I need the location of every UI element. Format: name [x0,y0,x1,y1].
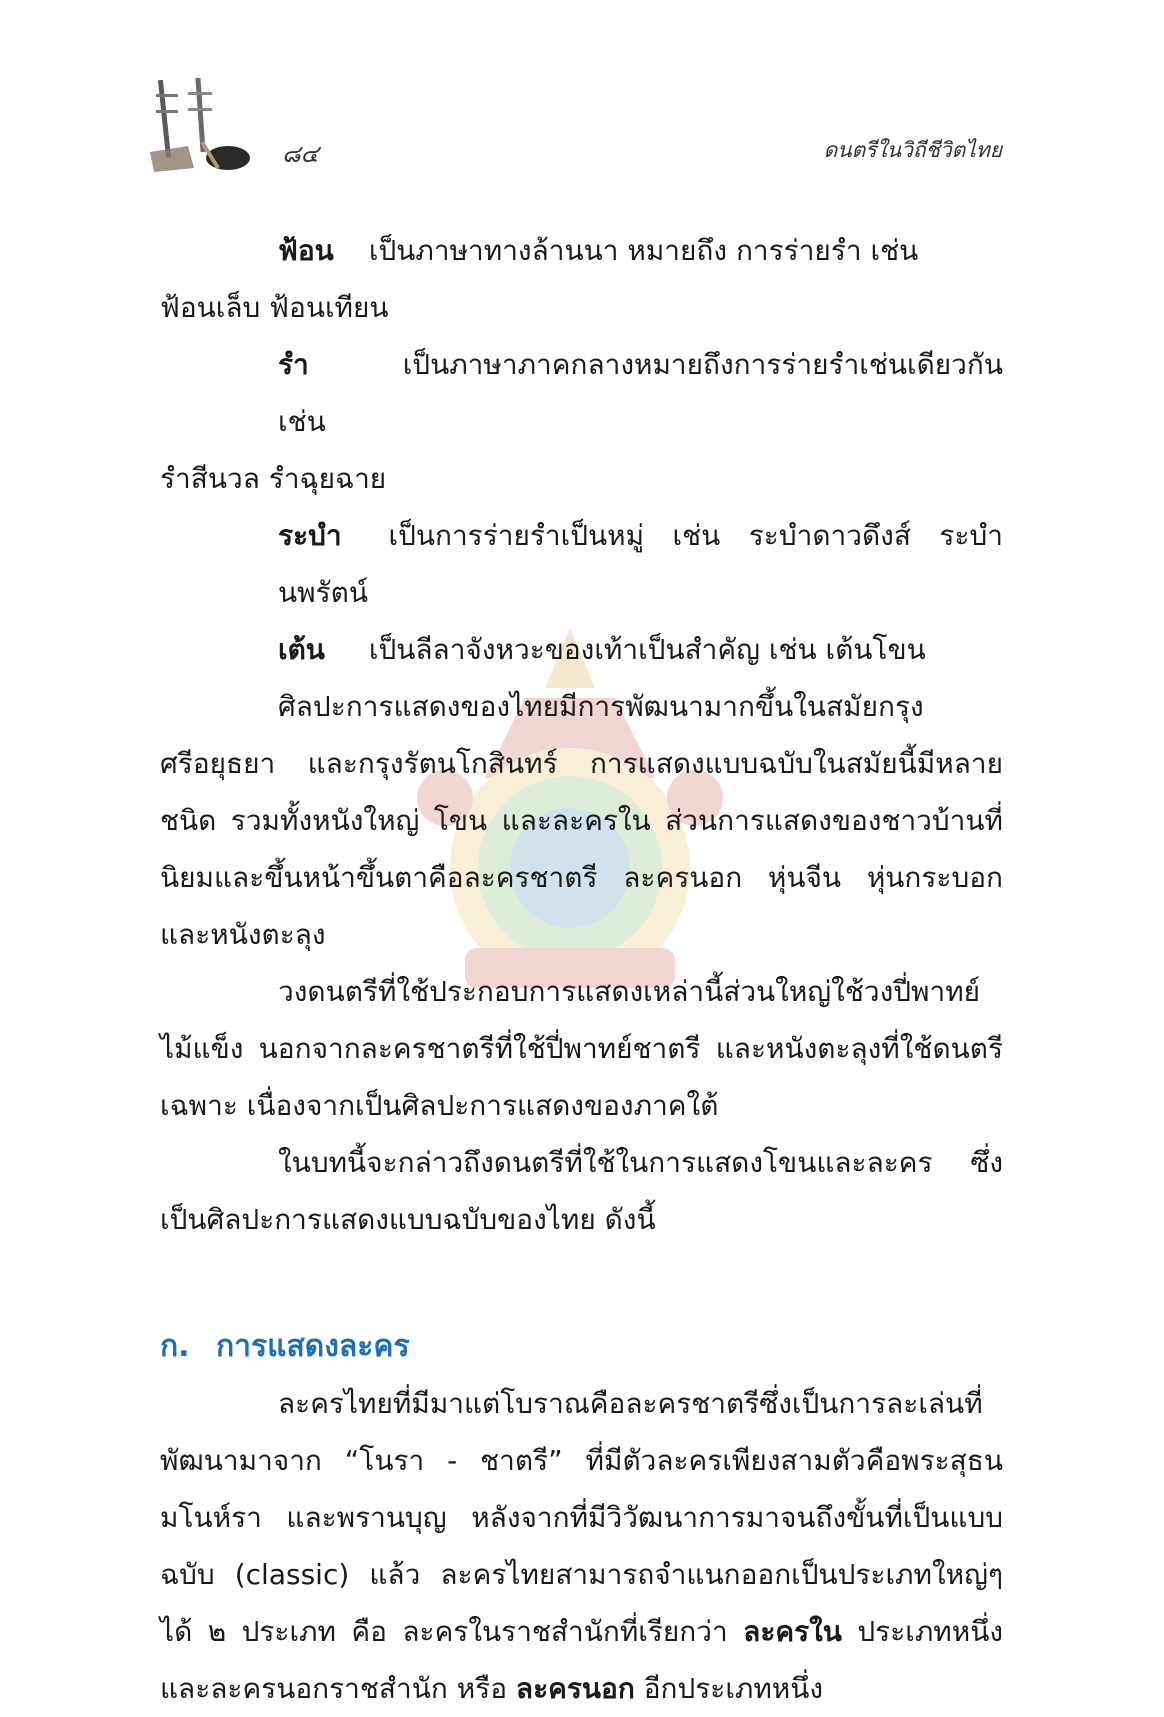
definition-term: ระบำ [278,519,342,552]
paragraph: วงดนตรีที่ใช้ประกอบการแสดงเหล่านี้ส่วนใหญ่ใช้วงปี่พาทย์ไม้แข็ง นอกจากละครชาตรีที่ใช้ปี่พาทย์ชาตรี และหนังตะลุงที่ใช้ดนตรีเฉพาะ เนื่องจากเป็นศิลปะการแสดงของภาคใต้ [160,975,1003,1122]
section-title: การแสดงละคร [216,1329,410,1364]
definition-ram [160,336,1003,450]
definition-term: ฟ้อน [278,234,334,267]
paragraph: ในบทนี้จะกล่าวถึงดนตรีที่ใช้ในการแสดงโขนและละคร ซึ่งเป็นศิลปะการแสดงแบบฉบับของไทย ดังนี้ [160,1146,1003,1236]
page-number: ๘๔ [282,140,319,168]
thai-fiddle-icon [148,72,258,176]
definition-fon [160,222,1003,279]
definition-ten [160,621,1003,678]
page-body [160,222,1003,1717]
paragraph-text: ประเภทหนึ่ง และละครนอกราชสำนัก หรือ [160,1615,1004,1705]
definition-text: เป็นภาษาภาคกลางหมายถึงการร่ายรำเช่นเดียวกัน เช่น [278,348,1003,438]
definition-text: เป็นภาษาทางล้านนา หมายถึง การร่ายรำ เช่น [368,234,919,267]
paragraph-text: ละครไทยที่มีมาแต่โบราณคือละครชาตรีซึ่งเป็นการละเล่นที่พัฒนามาจาก “โนรา - ชาตรี” ที่มีตัวละครเพียงสามตัวคือพระสุธน มโนห์รา และพรานบุญ หลังจากที่มีวิวัฒนาการมาจนถึงขั้นที่เป็นแบบฉบับ (classic) แล้ว ละครไทยสามารถจำแนกออกเป็นประเภทใหญ่ๆ ได้ ๒ ประเภท คือ ละครในราชสำนักที่เรียกว่า [160,1387,1003,1648]
section-number: ก. [160,1329,190,1364]
bold-term: ละครใน [743,1615,842,1648]
section-heading [160,1318,1003,1375]
paragraph-text: อีกประเภทหนึ่ง [634,1672,824,1705]
paragraph: ศิลปะการแสดงของไทยมีการพัฒนามากขึ้นในสมัยกรุงศรีอยุธยา และกรุงรัตนโกสินทร์ การแสดงแบบฉบับในสมัยนี้มีหลายชนิด รวมทั้งหนังใหญ่ โขน และละครใน ส่วนการแสดงของชาวบ้านที่นิยมและขึ้นหน้าขึ้นตาคือละครชาตรี ละครนอก หุ่นจีน หุ่นกระบอก และหนังตะลุง [160,690,1003,951]
definition-text: เป็นลีลาจังหวะของเท้าเป็นสำคัญ เช่น เต้นโขน [368,633,926,666]
bold-term: ละครนอก [515,1672,635,1705]
definition-rabam [160,507,1003,621]
definition-continuation: รำสีนวล รำฉุยฉาย [160,462,387,495]
section-paragraph [160,1375,1003,1717]
running-title: ดนตรีในวิถีชีวิตไทย [823,138,1002,162]
definition-term: เต้น [278,633,325,666]
definition-text: เป็นการร่ายรำเป็นหมู่ เช่น ระบำดาวดึงส์ ระบำนพรัตน์ [278,519,1003,609]
definition-term: รำ [278,348,309,381]
definition-continuation: ฟ้อนเล็บ ฟ้อนเทียน [160,291,389,324]
